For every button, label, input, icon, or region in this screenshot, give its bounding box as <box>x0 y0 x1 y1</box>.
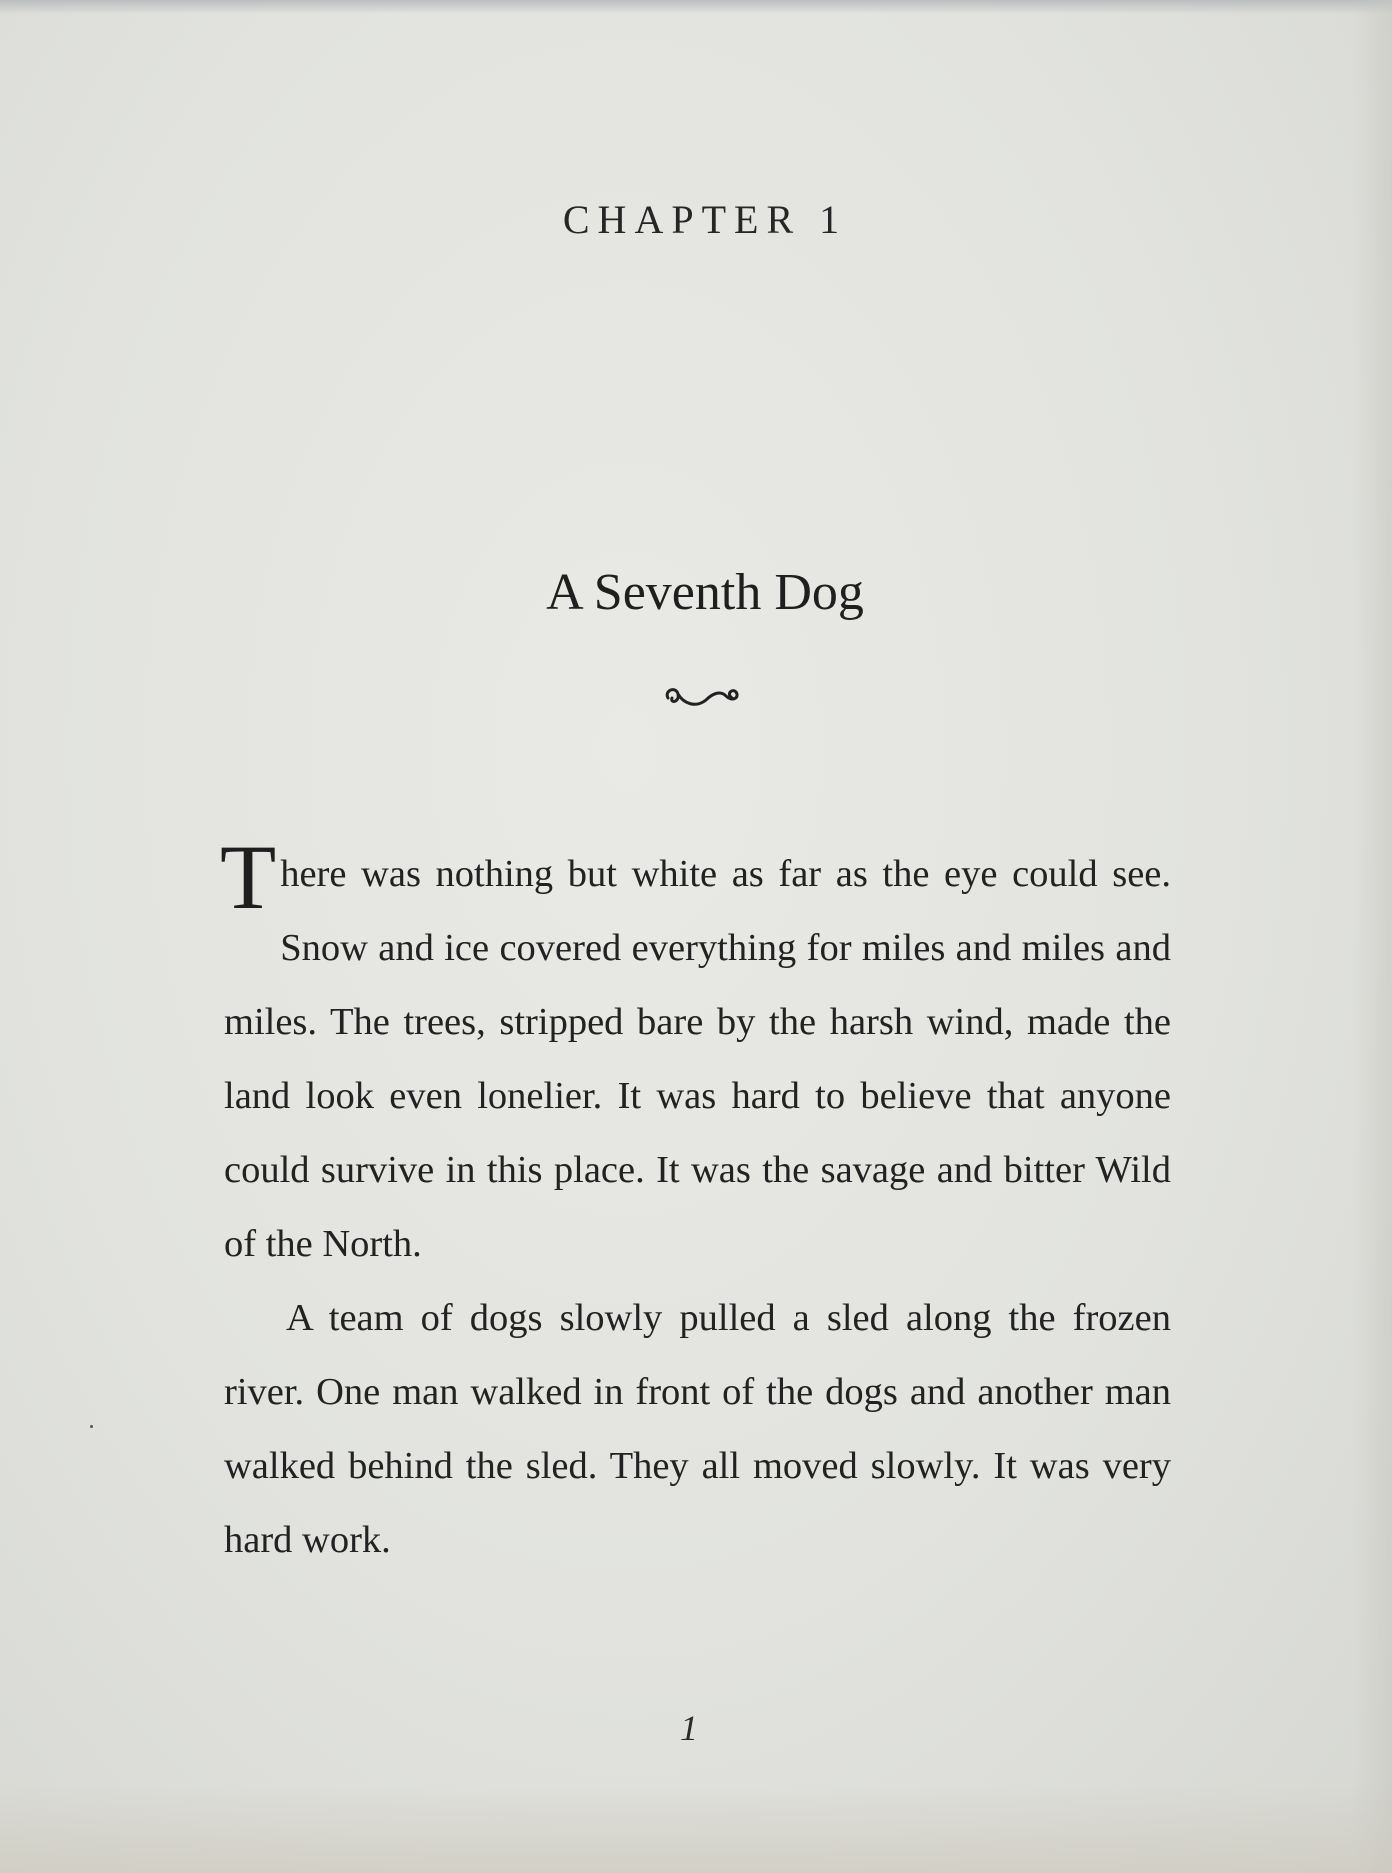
page-right-shadow <box>1352 0 1392 1873</box>
page-number: 1 <box>680 1708 698 1748</box>
page-top-edge <box>0 0 1392 14</box>
paragraph-2: A team of dogs slowly pulled a sled along the frozen river. One man walked in front of the dogs and another man walked behind the sled. They all moved slowly. It was very hard work. <box>224 1297 1171 1561</box>
chapter-body <box>220 826 1171 1577</box>
chapter-label: CHAPTER 1 <box>562 197 848 242</box>
drop-cap: T <box>220 826 277 928</box>
paragraph-1-text: here was nothing but white as far as the eye could see. Snow and ice covered everything for miles and miles and miles. The trees, stripped bare by the harsh wind, made the land look even lonelier. It was hard to believe that anyone could survive in this place. It was the savage and bitter Wild of the North. <box>224 853 1171 1265</box>
chapter-title: A Seventh Dog <box>546 564 864 621</box>
flourish-ornament-icon <box>662 682 744 712</box>
paper-speck <box>90 1425 93 1428</box>
paragraph-1 <box>220 826 1171 1281</box>
page-bottom-shadow <box>0 1783 1392 1873</box>
